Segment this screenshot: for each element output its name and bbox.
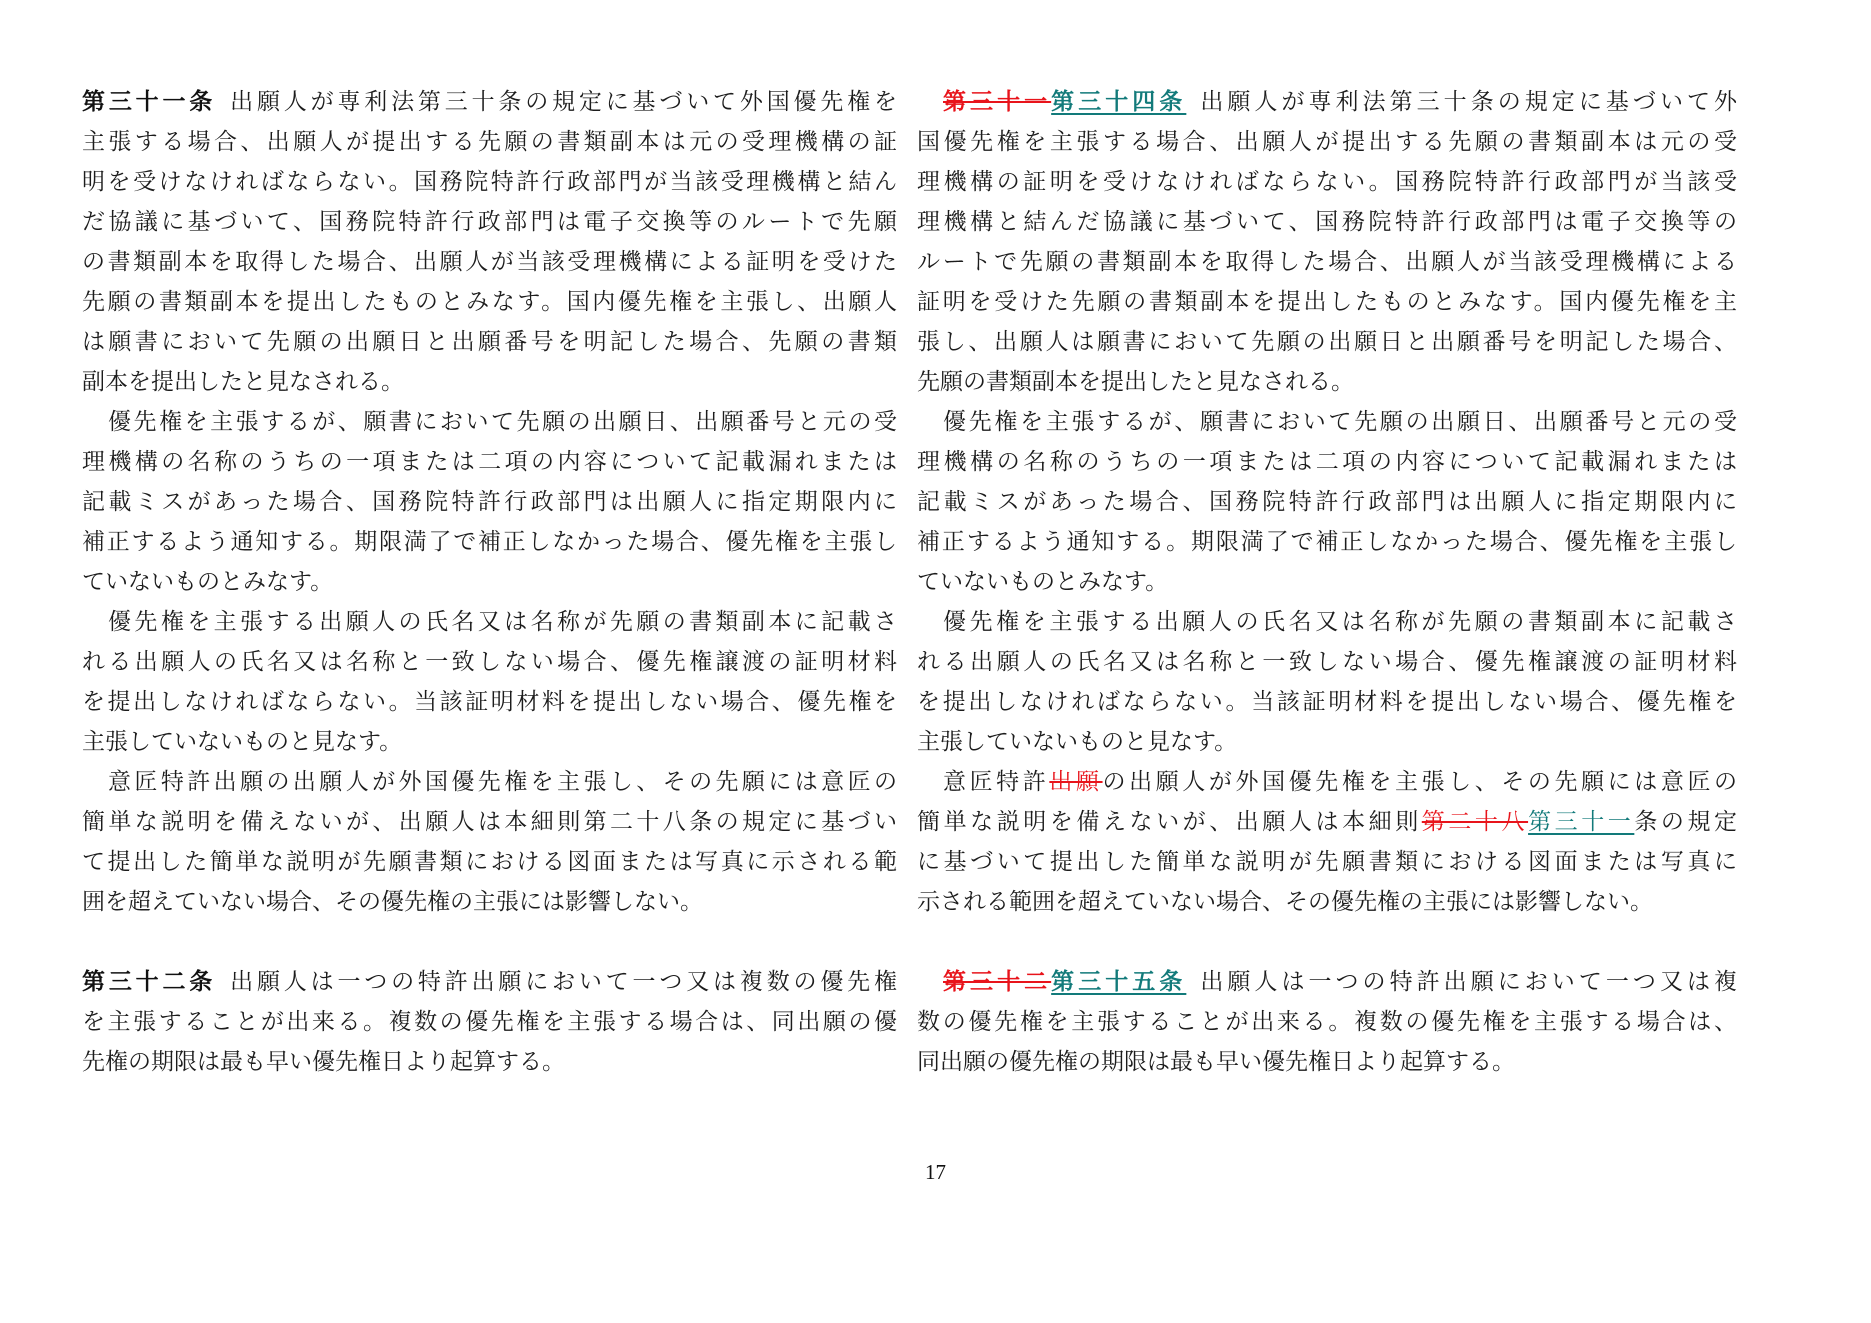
- text-line: だ協議に基づいて、国務院特許行政部門は電子交換等のルートで先願: [82, 209, 897, 235]
- text-line: 補正するよう通知する。期限満了で補正しなかった場合、優先権を主張し: [82, 529, 897, 555]
- text-line: ていないものとみなす。: [82, 569, 334, 595]
- article-gap: [917, 922, 1737, 962]
- text-line: 先願の書類副本を提出したと見なされる。: [917, 369, 1354, 395]
- text-line: 意匠特許出願の出願人が外国優先権を主張し、その先願には意匠の: [943, 769, 1738, 795]
- text-line: ていないものとみなす。: [917, 569, 1169, 595]
- page-number: 17: [925, 1160, 946, 1184]
- text-line: 証明を受けた先願の書類副本を提出したものとみなす。国内優先権を主: [917, 289, 1737, 315]
- text-line: 示される範囲を超えていない場合、その優先権の主張には影響しない。: [917, 889, 1653, 915]
- text-line: 第三十二条 出願人は一つの特許出願において一つ又は複数の優先権: [82, 968, 898, 995]
- article-gap: [82, 922, 897, 962]
- text-line: 張し、出願人は願書において先願の出願日と出願番号を明記した場合、: [917, 329, 1737, 355]
- left-column-original: [82, 82, 897, 1082]
- article-title: 第三十一条: [82, 88, 217, 115]
- text-line: 国優先権を主張する場合、出願人が提出する先願の書類副本は元の受: [917, 129, 1737, 155]
- text-line: れる出願人の氏名又は名称と一致しない場合、優先権譲渡の証明材料: [917, 649, 1737, 675]
- text-line: 主張していないものと見なす。: [917, 729, 1238, 755]
- text-line: 第三十二第三十五条 出願人は一つの特許出願において一つ又は複: [943, 968, 1738, 995]
- text-line: 明を受けなければならない。国務院特許行政部門が当該受理機構と結ん: [82, 169, 897, 195]
- text-line: の書類副本を取得した場合、出願人が当該受理機構による証明を受けた: [82, 249, 898, 275]
- article-35: [917, 962, 1737, 1082]
- text-line: 記載ミスがあった場合、国務院特許行政部門は出願人に指定期限内に: [82, 489, 897, 515]
- text-line: 理機構の名称のうちの一項または二項の内容について記載漏れまたは: [82, 449, 897, 475]
- text-line: 理機構と結んだ協議に基づいて、国務院特許行政部門は電子交換等の: [917, 209, 1737, 235]
- text-line: 囲を超えていない場合、その優先権の主張には影響しない。: [82, 889, 703, 915]
- inserted-article-title: 第三十四条: [1051, 88, 1187, 115]
- text-line: 優先権を主張するが、願書において先願の出願日、出願番号と元の受: [108, 409, 897, 435]
- text-line: 先願の書類副本を提出したものとみなす。国内優先権を主張し、出願人: [82, 289, 897, 315]
- text-line: を提出しなければならない。当該証明材料を提出しない場合、優先権を: [82, 689, 897, 715]
- deleted-text: 出願: [1049, 769, 1103, 795]
- text-line: て提出した簡単な説明が先願書類における図面または写真に示される範: [82, 849, 898, 875]
- text-line: 先権の期限は最も早い優先権日より起算する。: [82, 1049, 565, 1075]
- text-line: 優先権を主張する出願人の氏名又は名称が先願の書類副本に記載さ: [108, 609, 898, 635]
- text-line: に基づいて提出した簡単な説明が先願書類における図面または写真に: [917, 849, 1737, 875]
- text-line: 副本を提出したと見なされる。: [82, 369, 404, 395]
- text-line: 理機構の証明を受けなければならない。国務院特許行政部門が当該受: [917, 169, 1737, 195]
- text-line: 第三十一第三十四条 出願人が専利法第三十条の規定に基づいて外: [943, 88, 1738, 115]
- deleted-article-number: 第三十一: [943, 88, 1052, 115]
- text-line: を提出しなければならない。当該証明材料を提出しない場合、優先権を: [917, 689, 1738, 715]
- text-line: 主張する場合、出願人が提出する先願の書類副本は元の受理機構の証: [82, 129, 897, 155]
- text-line: 記載ミスがあった場合、国務院特許行政部門は出願人に指定期限内に: [917, 489, 1737, 515]
- text-line: 補正するよう通知する。期限満了で補正しなかった場合、優先権を主張し: [917, 529, 1737, 555]
- text-line: 主張していないものと見なす。: [82, 729, 403, 755]
- text-line: 数の優先権を主張することが出来る。複数の優先権を主張する場合は、: [917, 1009, 1737, 1035]
- deleted-article-number: 第三十二: [943, 968, 1052, 995]
- text-line: ルートで先願の書類副本を取得した場合、出願人が当該受理機構による: [917, 249, 1737, 275]
- inserted-article-title: 第三十五条: [1051, 968, 1187, 995]
- text-line: 優先権を主張する出願人の氏名又は名称が先願の書類副本に記載さ: [943, 609, 1737, 635]
- right-column-revised: [917, 82, 1737, 1082]
- text-line: 簡単な説明を備えないが、出願人は本細則第二十八第三十一条の規定: [917, 809, 1738, 835]
- text-line: 優先権を主張するが、願書において先願の出願日、出願番号と元の受: [943, 409, 1737, 435]
- deleted-text: 第二十八: [1421, 809, 1529, 835]
- text-line: を主張することが出来る。複数の優先権を主張する場合は、同出願の優: [82, 1009, 898, 1035]
- article-34: [917, 82, 1737, 922]
- inserted-text: 第三十一: [1528, 809, 1635, 835]
- article-31: [82, 82, 897, 922]
- text-line: 理機構の名称のうちの一項または二項の内容について記載漏れまたは: [917, 449, 1737, 475]
- article-32: [82, 962, 897, 1082]
- text-line: れる出願人の氏名又は名称と一致しない場合、優先権譲渡の証明材料: [82, 649, 897, 675]
- text-line: は願書において先願の出願日と出願番号を明記した場合、先願の書類: [82, 329, 897, 355]
- article-title: 第三十二条: [82, 968, 217, 995]
- text-line: 簡単な説明を備えないが、出願人は本細則第二十八条の規定に基づい: [82, 809, 897, 835]
- text-line: 第三十一条 出願人が専利法第三十条の規定に基づいて外国優先権を: [82, 88, 898, 115]
- text-line: 同出願の優先権の期限は最も早い優先権日より起算する。: [917, 1049, 1515, 1075]
- text-line: 意匠特許出願の出願人が外国優先権を主張し、その先願には意匠の: [108, 769, 897, 795]
